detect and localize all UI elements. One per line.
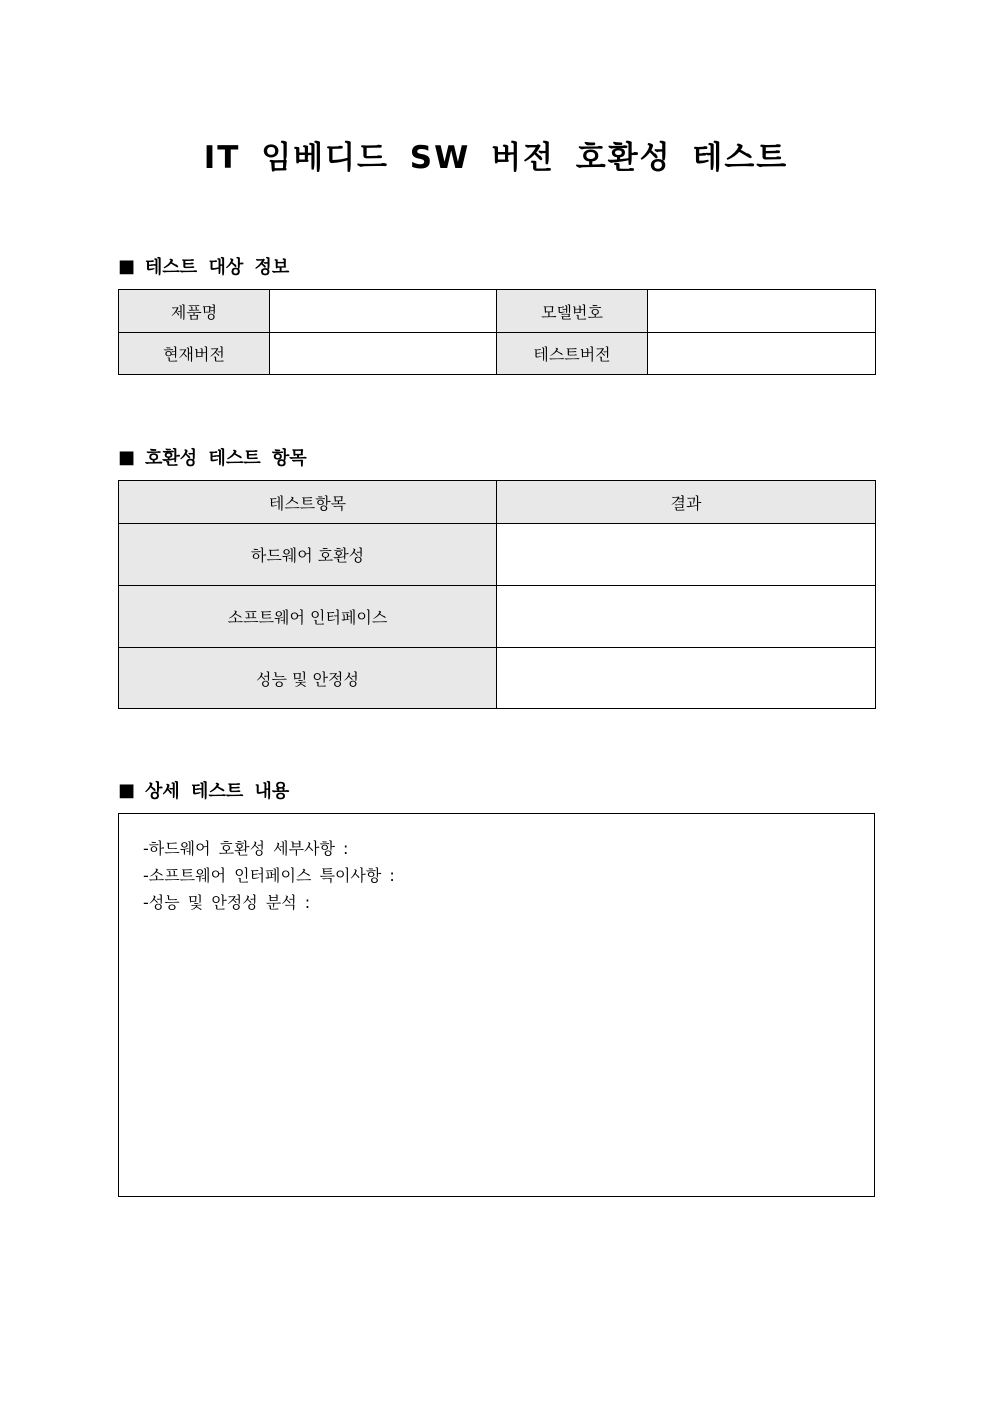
detail-list (143, 835, 395, 916)
performance-stability-label: 성능 및 안정성 (119, 648, 497, 709)
table-row (119, 648, 876, 709)
product-name-field[interactable] (270, 290, 497, 333)
section-heading-details (118, 777, 289, 803)
model-number-label: 모델번호 (497, 290, 648, 333)
table-row (119, 586, 876, 648)
list-item: -성능 및 안정성 분석 : (143, 893, 311, 912)
test-version-field[interactable] (648, 333, 876, 375)
performance-stability-result-field[interactable] (497, 648, 876, 709)
square-bullet-icon: ■ (118, 779, 136, 801)
square-bullet-icon: ■ (118, 446, 136, 468)
square-bullet-icon: ■ (118, 255, 136, 277)
current-version-field[interactable] (270, 333, 497, 375)
model-number-field[interactable] (648, 290, 876, 333)
current-version-label: 현재버전 (119, 333, 270, 375)
target-info-table (118, 289, 876, 375)
hardware-compat-result-field[interactable] (497, 524, 876, 586)
table-row (119, 333, 876, 375)
test-version-label: 테스트버전 (497, 333, 648, 375)
table-row (119, 524, 876, 586)
section-title: 상세 테스트 내용 (145, 781, 290, 802)
list-item: -소프트웨어 인터페이스 특이사항 : (143, 866, 395, 885)
table-header-row (119, 481, 876, 524)
section-title: 테스트 대상 정보 (145, 257, 290, 278)
list-item: -하드웨어 호환성 세부사항 : (143, 839, 349, 858)
section-heading-compat-items (118, 444, 307, 470)
software-interface-result-field[interactable] (497, 586, 876, 648)
document-title: IT 임베디드 SW 버전 호환성 테스트 (203, 140, 789, 176)
hardware-compat-label: 하드웨어 호환성 (119, 524, 497, 586)
column-header-result: 결과 (497, 481, 876, 524)
detail-content-box[interactable] (118, 813, 875, 1197)
software-interface-label: 소프트웨어 인터페이스 (119, 586, 497, 648)
compat-items-table (118, 480, 876, 709)
table-row (119, 290, 876, 333)
section-heading-target-info (118, 253, 289, 279)
column-header-test-item: 테스트항목 (119, 481, 497, 524)
product-name-label: 제품명 (119, 290, 270, 333)
section-title: 호환성 테스트 항목 (145, 448, 307, 469)
